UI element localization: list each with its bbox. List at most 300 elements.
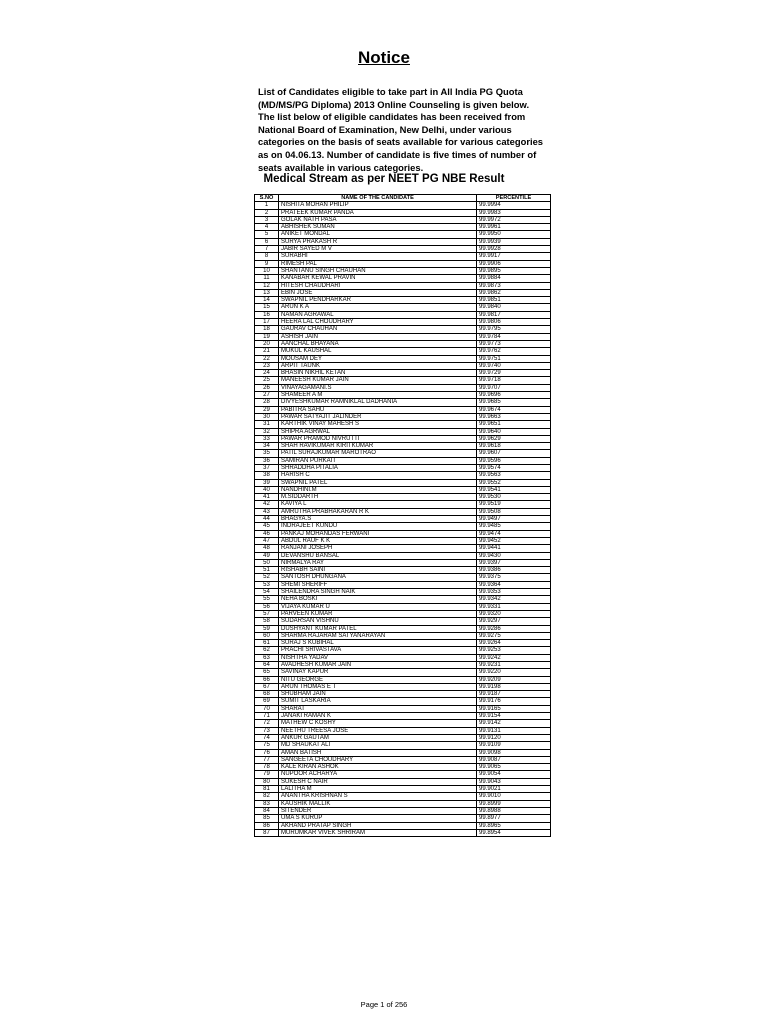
- row-candidate-name: PAWAR SATYAJIT JALINDER: [279, 413, 477, 420]
- row-sno: 27: [255, 392, 279, 399]
- row-percentile: 99.9873: [477, 282, 551, 289]
- row-candidate-name: ANANTHA KRISHNAN S: [279, 793, 477, 800]
- row-percentile: 99.9972: [477, 216, 551, 223]
- row-sno: 65: [255, 669, 279, 676]
- row-percentile: 99.9994: [477, 202, 551, 209]
- row-candidate-name: SURABHI: [279, 253, 477, 260]
- row-percentile: 99.9320: [477, 610, 551, 617]
- row-candidate-name: VIJAYA KUMAR U: [279, 603, 477, 610]
- row-sno: 70: [255, 705, 279, 712]
- row-percentile: 99.9906: [477, 260, 551, 267]
- row-candidate-name: ABHISHEK SUMAN: [279, 224, 477, 231]
- row-percentile: 99.9010: [477, 793, 551, 800]
- table-row: [255, 435, 551, 442]
- table-row: [255, 589, 551, 596]
- row-percentile: 99.9983: [477, 209, 551, 216]
- table-row: [255, 749, 551, 756]
- row-sno: 11: [255, 275, 279, 282]
- table-row: [255, 567, 551, 574]
- table-row: [255, 786, 551, 793]
- row-sno: 33: [255, 435, 279, 442]
- row-sno: 75: [255, 742, 279, 749]
- table-row: [255, 829, 551, 836]
- row-candidate-name: AMAN BATISH: [279, 749, 477, 756]
- row-percentile: 99.8965: [477, 822, 551, 829]
- table-row: [255, 654, 551, 661]
- row-percentile: 99.9286: [477, 625, 551, 632]
- table-row: [255, 793, 551, 800]
- row-sno: 52: [255, 574, 279, 581]
- row-sno: 7: [255, 246, 279, 253]
- row-candidate-name: SHIPRA AGRWAL: [279, 428, 477, 435]
- row-sno: 46: [255, 530, 279, 537]
- row-sno: 40: [255, 486, 279, 493]
- row-sno: 22: [255, 355, 279, 362]
- row-percentile: 99.9253: [477, 647, 551, 654]
- row-percentile: 99.9596: [477, 457, 551, 464]
- row-sno: 19: [255, 333, 279, 340]
- row-sno: 49: [255, 552, 279, 559]
- row-percentile: 99.8999: [477, 800, 551, 807]
- table-header-row: [255, 195, 551, 202]
- row-sno: 66: [255, 676, 279, 683]
- table-row: [255, 771, 551, 778]
- table-row: [255, 209, 551, 216]
- row-candidate-name: NITU GEORGE: [279, 676, 477, 683]
- row-candidate-name: BHAGYA.S: [279, 516, 477, 523]
- row-percentile: 99.9895: [477, 267, 551, 274]
- row-sno: 62: [255, 647, 279, 654]
- row-percentile: 99.9663: [477, 413, 551, 420]
- table-row: [255, 202, 551, 209]
- row-percentile: 99.9784: [477, 333, 551, 340]
- row-candidate-name: SHANTANU SINGH CHAUHAN: [279, 267, 477, 274]
- row-sno: 82: [255, 793, 279, 800]
- table-row: [255, 231, 551, 238]
- row-sno: 71: [255, 713, 279, 720]
- header-sno: S.NO: [255, 195, 279, 202]
- table-row: [255, 326, 551, 333]
- row-candidate-name: MURUMKAR VIVEK SHRIRAM: [279, 829, 477, 836]
- row-sno: 41: [255, 494, 279, 501]
- row-sno: 37: [255, 464, 279, 471]
- table-row: [255, 596, 551, 603]
- row-candidate-name: ASHISH JAIN: [279, 333, 477, 340]
- table-row: [255, 713, 551, 720]
- row-sno: 84: [255, 807, 279, 814]
- row-candidate-name: HITESH CHAUDHARI: [279, 282, 477, 289]
- row-percentile: 99.9762: [477, 348, 551, 355]
- row-sno: 87: [255, 829, 279, 836]
- row-percentile: 99.9176: [477, 698, 551, 705]
- row-candidate-name: HARISH C: [279, 472, 477, 479]
- table-row: [255, 486, 551, 493]
- row-candidate-name: BHASIN NIKHIL KETAN: [279, 370, 477, 377]
- row-percentile: 99.8988: [477, 807, 551, 814]
- row-candidate-name: VINAYAGAMANI.S: [279, 384, 477, 391]
- row-sno: 32: [255, 428, 279, 435]
- row-sno: 5: [255, 231, 279, 238]
- row-sno: 48: [255, 545, 279, 552]
- row-sno: 16: [255, 311, 279, 318]
- table-row: [255, 647, 551, 654]
- row-sno: 3: [255, 216, 279, 223]
- row-candidate-name: PARVEEN KUMAR: [279, 610, 477, 617]
- row-sno: 57: [255, 610, 279, 617]
- row-percentile: 99.9618: [477, 443, 551, 450]
- row-candidate-name: SHEMI SHERIFF: [279, 581, 477, 588]
- row-percentile: 99.9065: [477, 764, 551, 771]
- row-percentile: 99.9231: [477, 662, 551, 669]
- row-candidate-name: SWAPNIL PENDHARKAR: [279, 297, 477, 304]
- candidate-table: [254, 194, 551, 837]
- row-sno: 25: [255, 377, 279, 384]
- row-sno: 24: [255, 370, 279, 377]
- table-row: [255, 742, 551, 749]
- row-percentile: 99.9430: [477, 552, 551, 559]
- row-candidate-name: NAMAN AGRAWAL: [279, 311, 477, 318]
- table-row: [255, 516, 551, 523]
- row-candidate-name: DIVYESHKUMAR RAMNIKLAL DADHANIA: [279, 399, 477, 406]
- row-candidate-name: ANKUR GAUTAM: [279, 734, 477, 741]
- row-candidate-name: PRATEEK KUMAR PANDA: [279, 209, 477, 216]
- table-row: [255, 720, 551, 727]
- row-candidate-name: NISHTHA YADAV: [279, 654, 477, 661]
- table-row: [255, 304, 551, 311]
- row-candidate-name: SUMIT LASKARIA: [279, 698, 477, 705]
- row-sno: 30: [255, 413, 279, 420]
- table-row: [255, 683, 551, 690]
- table-row: [255, 537, 551, 544]
- row-sno: 6: [255, 238, 279, 245]
- table-row: [255, 669, 551, 676]
- row-sno: 59: [255, 625, 279, 632]
- row-candidate-name: LALITHA M: [279, 786, 477, 793]
- row-candidate-name: AKHAND PRATAP SINGH: [279, 822, 477, 829]
- row-percentile: 99.9961: [477, 224, 551, 231]
- row-percentile: 99.9364: [477, 581, 551, 588]
- row-sno: 18: [255, 326, 279, 333]
- row-sno: 23: [255, 362, 279, 369]
- row-sno: 10: [255, 267, 279, 274]
- row-candidate-name: RANJANI JOSEPH: [279, 545, 477, 552]
- row-candidate-name: SHARMA RAJARAM SATYANARAYAN: [279, 632, 477, 639]
- table-row: [255, 610, 551, 617]
- table-row: [255, 297, 551, 304]
- row-percentile: 99.9817: [477, 311, 551, 318]
- row-sno: 17: [255, 319, 279, 326]
- table-row: [255, 581, 551, 588]
- row-percentile: 99.9696: [477, 392, 551, 399]
- row-candidate-name: SITENDER: [279, 807, 477, 814]
- row-percentile: 99.9884: [477, 275, 551, 282]
- row-percentile: 99.9740: [477, 362, 551, 369]
- table-row: [255, 428, 551, 435]
- table-row: [255, 625, 551, 632]
- table-row: [255, 384, 551, 391]
- row-candidate-name: SHUBHAM JAIN: [279, 691, 477, 698]
- table-row: [255, 311, 551, 318]
- table-row: [255, 800, 551, 807]
- row-percentile: 99.9574: [477, 464, 551, 471]
- row-sno: 36: [255, 457, 279, 464]
- row-candidate-name: HEERA LAL CHOUDHARY: [279, 319, 477, 326]
- row-candidate-name: SHAH RAVIKUMAR KIRITKUMAR: [279, 443, 477, 450]
- row-candidate-name: EBIN JOSE: [279, 289, 477, 296]
- row-percentile: 99.9441: [477, 545, 551, 552]
- row-sno: 45: [255, 523, 279, 530]
- row-percentile: 99.9928: [477, 246, 551, 253]
- row-candidate-name: GOLAK NATH PASA: [279, 216, 477, 223]
- row-sno: 47: [255, 537, 279, 544]
- row-sno: 83: [255, 800, 279, 807]
- table-row: [255, 574, 551, 581]
- row-percentile: 99.9275: [477, 632, 551, 639]
- row-sno: 15: [255, 304, 279, 311]
- row-sno: 67: [255, 683, 279, 690]
- row-percentile: 99.9851: [477, 297, 551, 304]
- row-sno: 73: [255, 727, 279, 734]
- page-title: Notice: [358, 48, 410, 67]
- row-candidate-name: RISHABH SAINI: [279, 567, 477, 574]
- row-sno: 68: [255, 691, 279, 698]
- row-sno: 81: [255, 786, 279, 793]
- table-row: [255, 377, 551, 384]
- row-candidate-name: M.SIDDARTH: [279, 494, 477, 501]
- row-candidate-name: UMA S KURUP: [279, 815, 477, 822]
- table-row: [255, 362, 551, 369]
- table-row: [255, 260, 551, 267]
- row-candidate-name: MOUSAM DEY: [279, 355, 477, 362]
- table-subtitle: Medical Stream as per NEET PG NBE Result: [263, 173, 505, 185]
- row-sno: 64: [255, 662, 279, 669]
- row-percentile: 99.9629: [477, 435, 551, 442]
- table-row: [255, 756, 551, 763]
- row-sno: 51: [255, 567, 279, 574]
- row-candidate-name: NISHITA MOHAN PHILIP: [279, 202, 477, 209]
- row-percentile: 99.9342: [477, 596, 551, 603]
- row-sno: 79: [255, 771, 279, 778]
- row-candidate-name: NUPOOR ACHARYA: [279, 771, 477, 778]
- row-candidate-name: INDRAJEET KUNDU: [279, 523, 477, 530]
- row-sno: 8: [255, 253, 279, 260]
- row-candidate-name: ABDUL RAUF K K: [279, 537, 477, 544]
- row-sno: 56: [255, 603, 279, 610]
- table-row: [255, 246, 551, 253]
- table-row: [255, 734, 551, 741]
- table-row: [255, 253, 551, 260]
- row-candidate-name: SHARAT: [279, 705, 477, 712]
- row-sno: 43: [255, 508, 279, 515]
- table-row: [255, 545, 551, 552]
- table-row: [255, 764, 551, 771]
- row-candidate-name: ANIKET MONDAL: [279, 231, 477, 238]
- row-sno: 29: [255, 406, 279, 413]
- row-candidate-name: SANGEETA CHOUDHARY: [279, 756, 477, 763]
- row-percentile: 99.9131: [477, 727, 551, 734]
- row-percentile: 99.9209: [477, 676, 551, 683]
- row-sno: 12: [255, 282, 279, 289]
- row-candidate-name: NANDHINI.M: [279, 486, 477, 493]
- row-sno: 60: [255, 632, 279, 639]
- table-row: [255, 662, 551, 669]
- row-percentile: 99.9109: [477, 742, 551, 749]
- row-sno: 72: [255, 720, 279, 727]
- table-row: [255, 216, 551, 223]
- table-row: [255, 333, 551, 340]
- row-candidate-name: MUKUL KAUSHAL: [279, 348, 477, 355]
- table-row: [255, 494, 551, 501]
- row-percentile: 99.9264: [477, 640, 551, 647]
- row-percentile: 99.9497: [477, 516, 551, 523]
- table-row: [255, 552, 551, 559]
- row-percentile: 99.9508: [477, 508, 551, 515]
- row-sno: 78: [255, 764, 279, 771]
- row-sno: 14: [255, 297, 279, 304]
- row-sno: 31: [255, 421, 279, 428]
- row-sno: 39: [255, 479, 279, 486]
- row-candidate-name: ARUN K A: [279, 304, 477, 311]
- row-sno: 1: [255, 202, 279, 209]
- row-sno: 54: [255, 589, 279, 596]
- row-percentile: 99.9187: [477, 691, 551, 698]
- row-candidate-name: SAMIRAN PURKAIT: [279, 457, 477, 464]
- table-row: [255, 348, 551, 355]
- row-percentile: 99.9751: [477, 355, 551, 362]
- intro-paragraph: [258, 86, 548, 174]
- row-sno: 2: [255, 209, 279, 216]
- row-candidate-name: SWAPNIL PATEL: [279, 479, 477, 486]
- table-row: [255, 399, 551, 406]
- table-row: [255, 530, 551, 537]
- table-row: [255, 698, 551, 705]
- table-row: [255, 355, 551, 362]
- row-candidate-name: DUSHYANT KUMAR PATEL: [279, 625, 477, 632]
- row-percentile: 99.8977: [477, 815, 551, 822]
- row-percentile: 99.9054: [477, 771, 551, 778]
- table-row: [255, 450, 551, 457]
- row-candidate-name: AVADHESH KUMAR JAIN: [279, 662, 477, 669]
- row-candidate-name: RIMESH PAL: [279, 260, 477, 267]
- table-row: [255, 727, 551, 734]
- row-candidate-name: KAUSHIK MALLIK: [279, 800, 477, 807]
- row-sno: 34: [255, 443, 279, 450]
- row-candidate-name: AMRUTHA PRABHAKARAN R K: [279, 508, 477, 515]
- row-candidate-name: MD SHAUKAT ALI: [279, 742, 477, 749]
- table-row: [255, 238, 551, 245]
- row-candidate-name: NIRMALYA RAY: [279, 559, 477, 566]
- row-candidate-name: PAWAR PRAMOD NIVRUTTI: [279, 435, 477, 442]
- table-row: [255, 319, 551, 326]
- table-row: [255, 224, 551, 231]
- table-row: [255, 603, 551, 610]
- row-percentile: 99.9795: [477, 326, 551, 333]
- row-candidate-name: MATHEW C KOSHY: [279, 720, 477, 727]
- row-percentile: 99.9651: [477, 421, 551, 428]
- row-percentile: 99.9154: [477, 713, 551, 720]
- row-candidate-name: KAVIYA L: [279, 501, 477, 508]
- table-row: [255, 479, 551, 486]
- row-percentile: 99.9773: [477, 340, 551, 347]
- row-candidate-name: AANCHAL BHAYANA: [279, 340, 477, 347]
- row-candidate-name: PRACHI SRIVASTAVA: [279, 647, 477, 654]
- row-percentile: 99.9950: [477, 231, 551, 238]
- row-percentile: 99.9165: [477, 705, 551, 712]
- table-row: [255, 267, 551, 274]
- table-row: [255, 457, 551, 464]
- row-percentile: 99.9917: [477, 253, 551, 260]
- table-body: [255, 202, 551, 837]
- row-candidate-name: NEETHU TREESA JOSE: [279, 727, 477, 734]
- row-percentile: 99.9220: [477, 669, 551, 676]
- intro-text: List of Candidates eligible to take part in All India PG Quota (MD/MS/PG Diploma) 2013 Online Counseling is given below. The list below of eligible candidates has been received from National Board of Examination, New Delhi, under various categories on the basis of seats available for various categories as on 04.06.13. Number of candidate is five times of number of seats available in various categories.: [258, 86, 544, 173]
- row-percentile: 99.8954: [477, 829, 551, 836]
- row-candidate-name: MANEESH KUMAR JAIN: [279, 377, 477, 384]
- table-row: [255, 282, 551, 289]
- table-row: [255, 640, 551, 647]
- row-percentile: 99.9729: [477, 370, 551, 377]
- table-row: [255, 406, 551, 413]
- row-sno: 53: [255, 581, 279, 588]
- table-row: [255, 275, 551, 282]
- row-percentile: 99.9242: [477, 654, 551, 661]
- row-percentile: 99.9043: [477, 778, 551, 785]
- table-row: [255, 340, 551, 347]
- row-sno: 21: [255, 348, 279, 355]
- row-candidate-name: JANAKI RAMAN K: [279, 713, 477, 720]
- table-row: [255, 421, 551, 428]
- row-sno: 86: [255, 822, 279, 829]
- row-percentile: 99.9640: [477, 428, 551, 435]
- row-percentile: 99.9021: [477, 786, 551, 793]
- row-percentile: 99.9142: [477, 720, 551, 727]
- table-row: [255, 370, 551, 377]
- row-percentile: 99.9530: [477, 494, 551, 501]
- row-sno: 4: [255, 224, 279, 231]
- table-row: [255, 472, 551, 479]
- row-percentile: 99.9198: [477, 683, 551, 690]
- row-candidate-name: ARPIT TAUNK: [279, 362, 477, 369]
- row-percentile: 99.9452: [477, 537, 551, 544]
- row-candidate-name: SHAMEER A M: [279, 392, 477, 399]
- row-sno: 74: [255, 734, 279, 741]
- table-row: [255, 705, 551, 712]
- row-sno: 9: [255, 260, 279, 267]
- row-percentile: 99.9674: [477, 406, 551, 413]
- row-percentile: 99.9685: [477, 399, 551, 406]
- row-percentile: 99.9862: [477, 289, 551, 296]
- table-row: [255, 618, 551, 625]
- row-sno: 44: [255, 516, 279, 523]
- row-candidate-name: SANTOSH DHUNGANA: [279, 574, 477, 581]
- row-sno: 77: [255, 756, 279, 763]
- row-sno: 61: [255, 640, 279, 647]
- row-percentile: 99.9563: [477, 472, 551, 479]
- row-sno: 69: [255, 698, 279, 705]
- row-candidate-name: SURAJ S KUBIHAL: [279, 640, 477, 647]
- row-percentile: 99.9939: [477, 238, 551, 245]
- row-candidate-name: SAVINAY KAPUR: [279, 669, 477, 676]
- row-percentile: 99.9707: [477, 384, 551, 391]
- header-name: NAME OF THE CANDIDATE: [279, 195, 477, 202]
- row-sno: 38: [255, 472, 279, 479]
- row-candidate-name: GAURAV CHAUHAN: [279, 326, 477, 333]
- row-percentile: 99.9474: [477, 530, 551, 537]
- row-percentile: 99.9353: [477, 589, 551, 596]
- row-percentile: 99.9375: [477, 574, 551, 581]
- page-footer: Page 1 of 256: [360, 1000, 408, 1009]
- row-sno: 13: [255, 289, 279, 296]
